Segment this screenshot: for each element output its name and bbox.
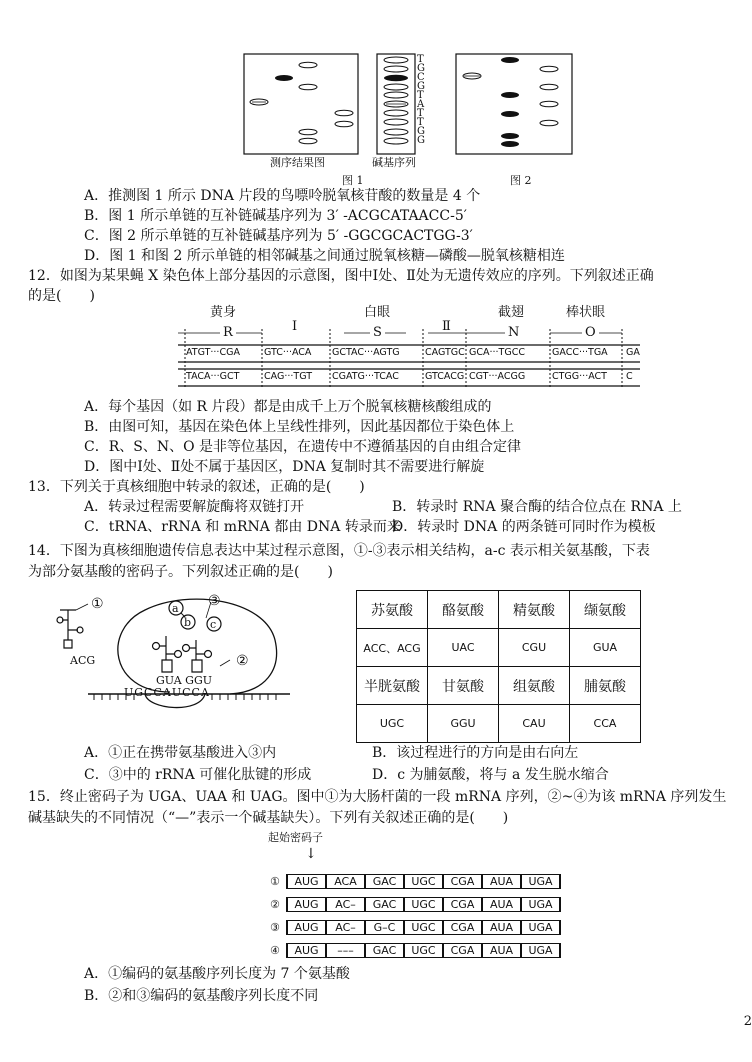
strand-segment: ATGT···CGA (186, 347, 240, 358)
label-2: ② (236, 653, 249, 669)
q15-stem-line2: 碱基缺失的不同情况（“—”表示一个碱基缺失）。下列有关叙述正确的是( ) (28, 810, 509, 826)
q14-option-d: D．c 为脯氨酸，将与 a 发生脱水缩合 (372, 767, 609, 783)
codon: ACA (327, 875, 366, 888)
q14-stem-line1: 14．下图为真核细胞遗传信息表达中某过程示意图，①-③表示相关结构，a-c 表示相关氨基酸，下表 (28, 543, 650, 559)
table-cell: 脯氨酸 (570, 667, 641, 705)
region-label-n: N (505, 324, 522, 342)
strand-segment: CGT···ACGG (469, 371, 526, 382)
row-number: ③ (270, 921, 280, 934)
codon: UGA (522, 944, 561, 957)
strand-segment: GTC···ACA (264, 347, 312, 358)
codon-strip (286, 897, 561, 912)
codon-strip (286, 920, 561, 935)
down-arrow-icon: ↓ (305, 846, 317, 862)
strand-segment: CTGG···ACT (552, 371, 607, 382)
fig1-label-left: 测序结果图 (270, 156, 325, 169)
table-cell: ACC、ACG (357, 629, 428, 667)
codon: UGC (405, 875, 444, 888)
table-cell: 苏氨酸 (357, 591, 428, 629)
q15-stem-line1: 15．终止密码子为 UGA、UAA 和 UAG。图中①为大肠杆菌的一段 mRNA 序列，②~④为该 mRNA 序列发生 (28, 789, 727, 805)
q15-option-a: A．①编码的氨基酸序列长度为 7 个氨基酸 (84, 966, 350, 982)
codon: AUG (288, 944, 327, 957)
figure-1-sequencing-gel (244, 54, 574, 169)
table-cell: 半胱氨酸 (357, 667, 428, 705)
strand-segment: CGATG···TCAC (332, 371, 399, 382)
codon: AUG (288, 875, 327, 888)
codon: AUA (483, 875, 522, 888)
strand-segment: CAG···TGT (264, 371, 313, 382)
codon: UGA (522, 921, 561, 934)
strand-segment: C (626, 371, 633, 382)
codon: GAC (366, 875, 405, 888)
q11-option-b: B．图 1 所示单链的互补链碱基序列为 3′ -ACGCATAACC-5′ (84, 208, 467, 224)
q14-option-c: C．③中的 rRNA 可催化肽键的形成 (84, 767, 312, 783)
strand-segment: GCA···TGCC (469, 347, 525, 358)
gene-name-bar-eye: 棒状眼 (566, 305, 606, 320)
table-row (357, 591, 641, 629)
codon: CGA (444, 875, 483, 888)
table-cell: CAU (499, 705, 570, 743)
table-row (357, 629, 641, 667)
label-a: a (172, 602, 179, 615)
label-1: ① (91, 596, 104, 612)
q14-option-a: A．①正在携带氨基酸进入③内 (84, 745, 277, 761)
table-cell: 甘氨酸 (428, 667, 499, 705)
strand-segment: TACA···GCT (186, 371, 240, 382)
mrna-row (270, 897, 561, 912)
base-letter: A (417, 99, 425, 110)
base-letter: G (417, 81, 425, 92)
region-label-o: O (582, 324, 599, 342)
q13-option-a: A．转录过程需要解旋酶将双链打开 (84, 499, 305, 515)
region-label-s: S (370, 324, 385, 342)
base-letter: T (417, 54, 424, 65)
table-cell: CGU (499, 629, 570, 667)
codon: G–C (366, 921, 405, 934)
q11-option-a: A．推测图 1 所示 DNA 片段的鸟嘌呤脱氧核苷酸的数量是 4 个 (84, 188, 481, 204)
mrna-row (270, 920, 561, 935)
label-b: b (184, 616, 192, 629)
table-row (357, 667, 641, 705)
region-label-r: R (220, 324, 236, 342)
base-letter: T (417, 117, 424, 128)
start-codon-label: 起始密码子 (268, 831, 323, 844)
codon-strip (286, 943, 561, 958)
codon: ––– (327, 944, 366, 957)
q12-option-c: C．R、S、N、O 是非等位基因，在遗传中不遵循基因的自由组合定律 (84, 439, 522, 455)
q11-option-c: C．图 2 所示单链的互补链碱基序列为 5′ -GGCGCACTGG-3′ (84, 228, 473, 244)
q12-stem-line1: 12．如图为某果蝇 X 染色体上部分基因的示意图，图中Ⅰ处、Ⅱ处为无遗传效应的序列。下列叙述正确 (28, 268, 654, 284)
q13-option-d: D．转录时 DNA 的两条链可同时作为模板 (392, 519, 656, 535)
strand-segment: GTCACG (425, 371, 465, 382)
codon-strip (286, 874, 561, 889)
q15-option-b: B．②和③编码的氨基酸序列长度不同 (84, 988, 319, 1004)
base-letter: T (417, 90, 424, 101)
fig1-label-right: 碱基序列 (372, 156, 416, 169)
strand-segment: GACC···TGA (552, 347, 608, 358)
base-letter: G (417, 135, 425, 146)
row-number: ① (270, 875, 280, 888)
mrna-sequence: UGCCAUCCA (124, 686, 210, 699)
q14-stem-line2: 为部分氨基酸的密码子。下列叙述正确的是( ) (28, 564, 333, 580)
codon: UGC (405, 921, 444, 934)
table-cell: CCA (570, 705, 641, 743)
gene-name-cut-wing: 截翅 (498, 305, 525, 320)
base-letter: C (417, 72, 425, 83)
codon: GAC (366, 944, 405, 957)
codon: CGA (444, 921, 483, 934)
q13-option-b: B．转录时 RNA 聚合酶的结合位点在 RNA 上 (392, 499, 682, 515)
q13-stem: 13．下列关于真核细胞中转录的叙述，正确的是( ) (28, 479, 365, 495)
codon: AUG (288, 898, 327, 911)
anticodons: GUA GGU (156, 674, 213, 687)
gene-name-yellow-body: 黄身 (210, 305, 237, 320)
table-cell: 精氨酸 (499, 591, 570, 629)
fig1-caption: 图 1 (342, 174, 364, 187)
fig2-caption: 图 2 (510, 174, 532, 187)
table-cell: UAC (428, 629, 499, 667)
codon: AC– (327, 921, 366, 934)
codon: UGA (522, 875, 561, 888)
strand-segment: GA (626, 347, 640, 358)
codon-table (356, 590, 641, 743)
codon: CGA (444, 898, 483, 911)
codon: AC– (327, 898, 366, 911)
codon: UGC (405, 944, 444, 957)
base-letter: T (417, 108, 424, 119)
table-row (357, 705, 641, 743)
codon: AUA (483, 898, 522, 911)
fig1-base-letters (417, 55, 427, 145)
q12-option-b: B．由图可知，基因在染色体上呈线性排列，因此基因都位于染色体上 (84, 419, 515, 435)
q11-option-d: D．图 1 和图 2 所示单链的相邻碱基之间通过脱氧核糖—磷酸—脱氧核糖相连 (84, 248, 565, 264)
base-letter: G (417, 126, 425, 137)
codon: AUA (483, 921, 522, 934)
base-letter: G (417, 63, 425, 74)
page-number: 2 (743, 1014, 752, 1029)
codon: AUA (483, 944, 522, 957)
region-label-i: Ⅰ (292, 319, 298, 334)
label-c: c (210, 618, 217, 631)
label-3: ③ (208, 593, 221, 609)
q12-option-d: D．图中Ⅰ处、Ⅱ处不属于基因区，DNA 复制时其不需要进行解旋 (84, 459, 485, 475)
q12-stem-line2: 的是( ) (28, 288, 95, 304)
codon: GAC (366, 898, 405, 911)
q13-option-c: C．tRNA、rRNA 和 mRNA 都由 DNA 转录而来 (84, 519, 401, 535)
table-cell: 缬氨酸 (570, 591, 641, 629)
table-cell: 组氨酸 (499, 667, 570, 705)
region-label-ii: Ⅱ (442, 319, 451, 334)
gene-name-white-eye: 白眼 (364, 305, 391, 320)
anticodon-left: ACG (70, 654, 96, 667)
mrna-row (270, 874, 561, 889)
q14-option-b: B．该过程进行的方向是由右向左 (372, 745, 579, 761)
row-number: ② (270, 898, 280, 911)
strand-segment: CAGTGC (425, 347, 465, 358)
table-cell: UGC (357, 705, 428, 743)
table-cell: GUA (570, 629, 641, 667)
mrna-row (270, 943, 561, 958)
strand-segment: GCTAC···AGTG (332, 347, 400, 358)
q12-option-a: A．每个基因（如 R 片段）都是由成千上万个脱氧核糖核酸组成的 (84, 399, 492, 415)
codon: AUG (288, 921, 327, 934)
codon: CGA (444, 944, 483, 957)
codon: UGC (405, 898, 444, 911)
table-cell: 酪氨酸 (428, 591, 499, 629)
row-number: ④ (270, 944, 280, 957)
table-cell: GGU (428, 705, 499, 743)
codon: UGA (522, 898, 561, 911)
